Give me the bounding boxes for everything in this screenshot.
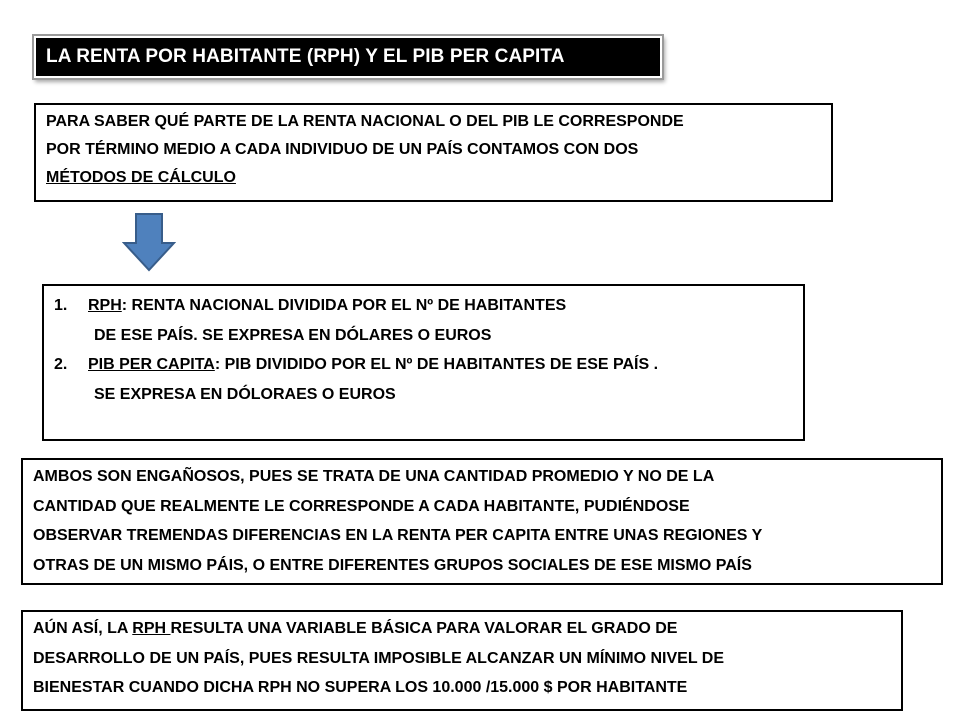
slide-title: LA RENTA POR HABITANTE (RPH) Y EL PIB PER CAPITA — [36, 38, 660, 76]
method-item-pib — [54, 350, 793, 380]
method-number: 1. — [54, 297, 68, 314]
conclusion-line-2: DESARROLLO DE UN PAÍS, PUES RESULTA IMPOSIBLE ALCANZAR UN MÍNIMO NIVEL DE — [33, 649, 724, 667]
conclusion-pre: AÚN ASÍ, LA — [33, 620, 133, 637]
method-definition: : PIB DIVIDIDO POR EL Nº DE HABITANTES DE ESE PAÍS . — [214, 356, 659, 373]
conclusion-line-1 — [33, 614, 891, 644]
method-term: PIB PER CAPITA — [88, 356, 215, 373]
conclusion-term: RPH — [132, 620, 171, 637]
down-arrow-icon — [122, 212, 176, 272]
critique-box — [21, 458, 943, 585]
methods-box — [42, 284, 805, 441]
conclusion-box — [21, 610, 903, 711]
down-arrow-shape — [124, 214, 174, 270]
critique-line-3: OBSERVAR TREMENDAS DIFERENCIAS EN LA RENTA PER CAPITA ENTRE UNAS REGIONES Y — [33, 527, 763, 544]
method-continuation: DE ESE PAÍS. SE EXPRESA EN DÓLARES O EUROS — [94, 326, 492, 344]
intro-line-2: POR TÉRMINO MEDIO A CADA INDIVIDUO DE UN PAÍS CONTAMOS CON DOS — [46, 141, 639, 158]
critique-line-4: OTRAS DE UN MISMO PÁIS, O ENTRE DIFERENTES GRUPOS SOCIALES DE ESE MISMO PAÍS — [33, 556, 752, 574]
method-term: RPH — [88, 297, 122, 314]
conclusion-post: RESULTA UNA VARIABLE BÁSICA PARA VALORAR EL GRADO DE — [170, 620, 678, 637]
critique-line-2: CANTIDAD QUE REALMENTE LE CORRESPONDE A CADA HABITANTE, PUDIÉNDOSE — [33, 497, 690, 515]
method-number: 2. — [54, 356, 68, 373]
critique-line-1: AMBOS SON ENGAÑOSOS, PUES SE TRATA DE UNA CANTIDAD PROMEDIO Y NO DE LA — [33, 468, 715, 485]
method-text — [88, 350, 658, 380]
intro-box — [34, 103, 833, 202]
intro-line-3: MÉTODOS DE CÁLCULO — [46, 169, 236, 186]
conclusion-line-3: BIENESTAR CUANDO DICHA RPH NO SUPERA LOS 10.000 /15.000 $ POR HABITANTE — [33, 679, 688, 696]
intro-line-1: PARA SABER QUÉ PARTE DE LA RENTA NACIONAL O DEL PIB LE CORRESPONDE — [46, 113, 684, 130]
method-definition: : RENTA NACIONAL DIVIDIDA POR EL Nº DE HABITANTES — [121, 297, 567, 314]
method-item-rph — [54, 291, 793, 321]
method-continuation: SE EXPRESA EN DÓLORAES O EUROS — [94, 385, 396, 403]
method-text — [88, 291, 566, 321]
